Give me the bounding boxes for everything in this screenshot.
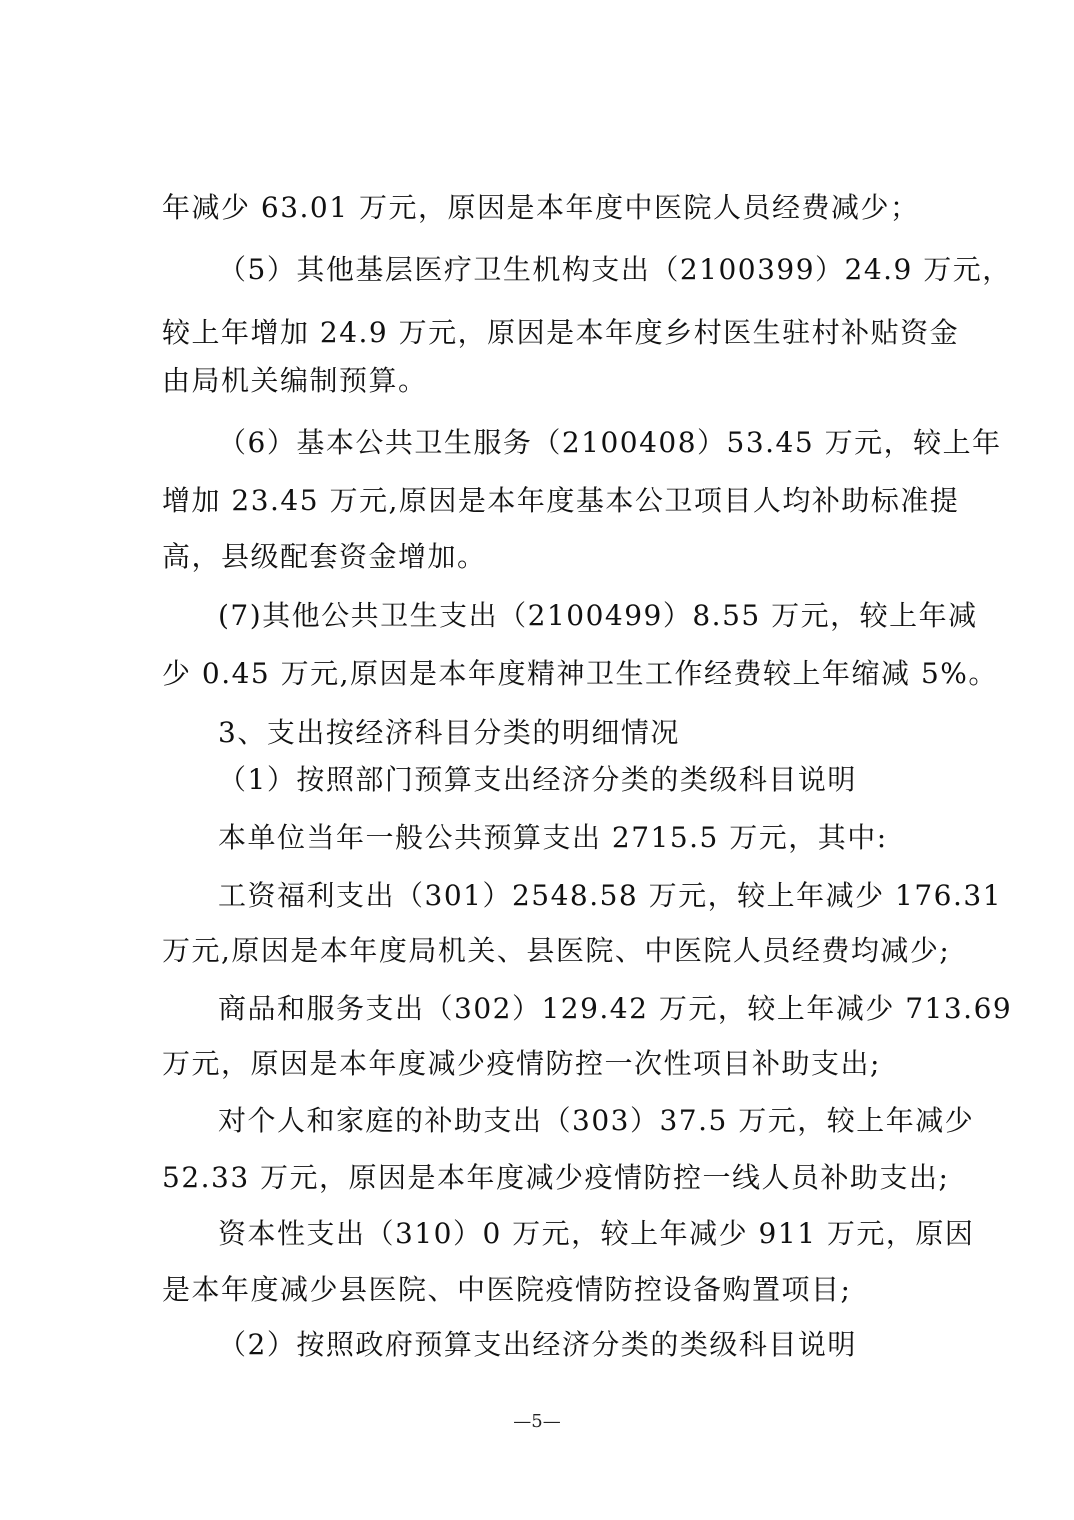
text-line: 对个人和家庭的补助支出（303）37.5 万元，较上年减少 [218, 1104, 975, 1137]
text-line: 资本性支出（310）0 万元，较上年减少 911 万元，原因 [218, 1217, 975, 1250]
text-line: 52.33 万元，原因是本年度减少疫情防控一线人员补助支出; [162, 1161, 950, 1194]
text-line: 增加 23.45 万元,原因是本年度基本公卫项目人均补助标准提 [162, 484, 960, 517]
text-line: 高，县级配套资金增加。 [162, 540, 487, 573]
text-line: 工资福利支出（301）2548.58 万元，较上年减少 176.31 [218, 879, 1003, 912]
text-line: （6）基本公共卫生服务（2100408）53.45 万元，较上年 [218, 426, 1002, 459]
text-line: 较上年增加 24.9 万元，原因是本年度乡村医生驻村补贴资金 [162, 316, 960, 349]
page-number: —5— [513, 1411, 561, 1432]
text-line: 由局机关编制预算。 [162, 364, 428, 397]
text-line: 本单位当年一般公共预算支出 2715.5 万元，其中: [218, 821, 888, 854]
text-line: (7)其他公共卫生支出（2100499）8.55 万元，较上年减 [218, 599, 978, 632]
text-line: 万元，原因是本年度减少疫情防控一次性项目补助支出; [162, 1047, 881, 1080]
subsection-heading: （1）按照部门预算支出经济分类的类级科目说明 [218, 763, 857, 796]
text-line: 年减少 63.01 万元，原因是本年度中医院人员经费减少； [162, 191, 920, 224]
text-line: 商品和服务支出（302）129.42 万元，较上年减少 713.69 [218, 992, 1013, 1025]
text-line: 少 0.45 万元,原因是本年度精神卫生工作经费较上年缩减 5%。 [162, 657, 998, 690]
text-line: 万元,原因是本年度局机关、县医院、中医院人员经费均减少; [162, 934, 951, 967]
section-heading: 3、支出按经济科目分类的明细情况 [218, 716, 680, 749]
subsection-heading: （2）按照政府预算支出经济分类的类级科目说明 [218, 1328, 857, 1361]
text-line: （5）其他基层医疗卫生机构支出（2100399）24.9 万元， [218, 253, 1012, 286]
text-line: 是本年度减少县医院、中医院疫情防控设备购置项目; [162, 1273, 852, 1306]
